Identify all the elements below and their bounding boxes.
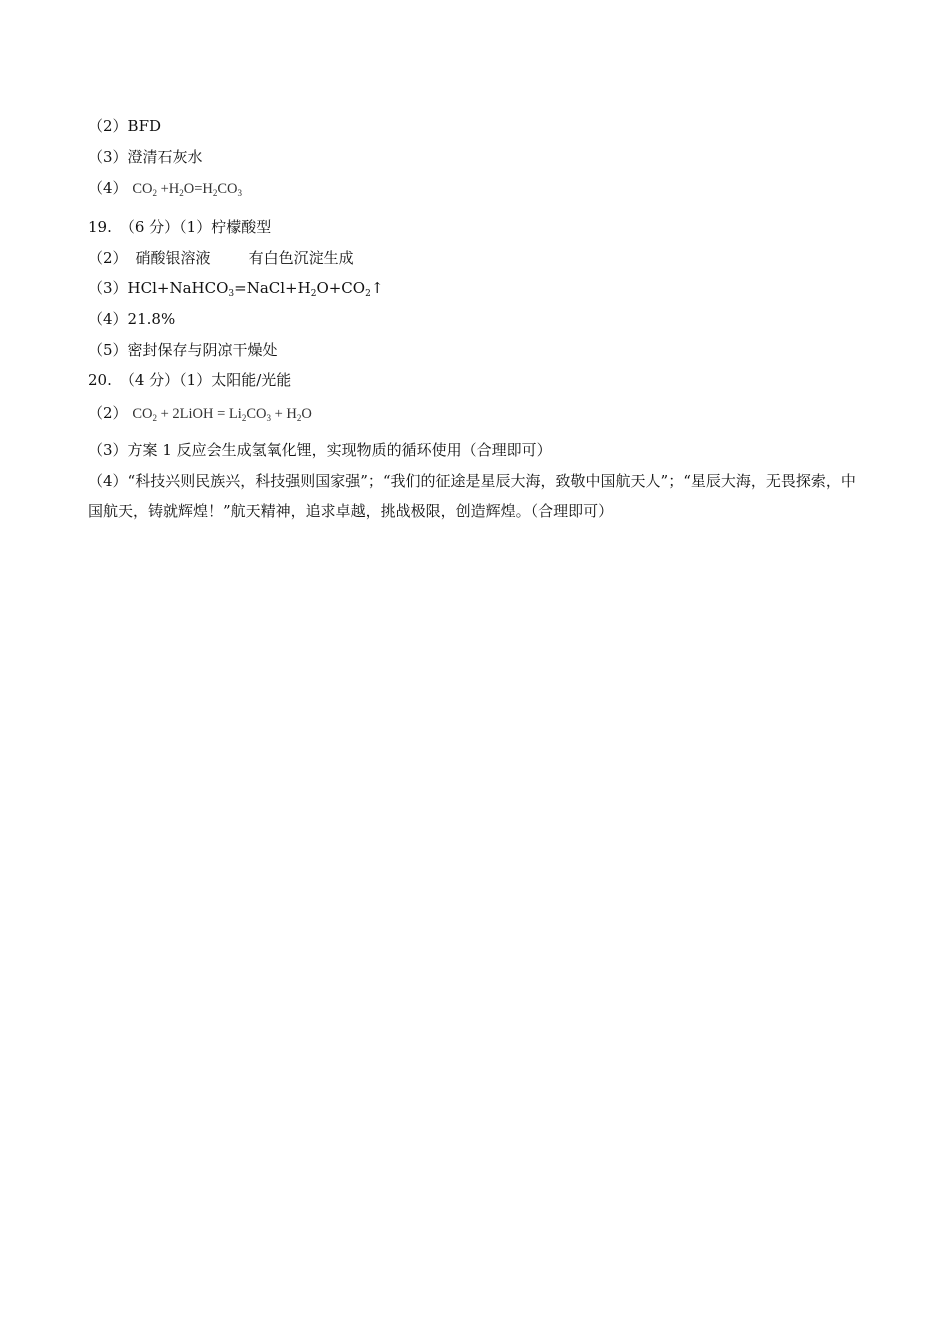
answer-19-3 (88, 278, 383, 298)
answer-text: BFD (127, 117, 162, 135)
answer-18-3 (88, 147, 203, 167)
answer-prefix: （3） (88, 441, 128, 459)
answer-20-2 (88, 403, 312, 424)
answer-prefix: （3） (88, 148, 128, 166)
answer-text: 太阳能/光能 (211, 371, 292, 389)
chemical-equation: $HCl+NaHCO_3=NaCl+H_2O+CO_2↑$ (127, 279, 384, 299)
answer-text: 柠檬酸型 (211, 218, 272, 236)
answer-prefix: （2） (88, 249, 128, 267)
answer-text: 澄清石灰水 (127, 148, 203, 166)
answer-text-b: 有白色沉淀生成 (248, 249, 354, 267)
answer-20-4 (88, 466, 858, 526)
question-number: 19. (88, 218, 112, 236)
answer-prefix: （2） (88, 117, 128, 135)
answer-text: 21.8% (127, 310, 176, 328)
answer-prefix: （1） (179, 218, 212, 236)
answer-20-3 (88, 440, 552, 460)
chemical-equation: $CO_2 +H_2O=H_2CO_3$ (132, 181, 243, 198)
answer-prefix: （4） (88, 472, 128, 490)
question-points: （6 分） (119, 218, 180, 236)
answer-text: “科技兴则民族兴，科技强则国家强”；“我们的征途是星辰大海，致敬中国航天人”；“星辰大海，无畏探索，中国航天，铸就辉煌！”航天精神，追求卓越，挑战极限，创造辉煌。（合理即可） (88, 472, 856, 520)
answer-prefix: （3） (88, 279, 128, 297)
answer-text-a: 硝酸银溶液 (135, 249, 211, 267)
chemical-equation: $CO_2$ + 2LiOH = $Li_2CO_3 + H_2O$ (132, 406, 312, 423)
question-20-header (88, 370, 291, 390)
answer-19-5 (88, 340, 278, 360)
answer-18-2 (88, 116, 161, 136)
answer-prefix: （5） (88, 341, 128, 359)
question-19-header (88, 217, 271, 237)
answer-prefix: （2） (88, 404, 128, 422)
answer-18-4 (88, 178, 242, 199)
answer-prefix: （4） (88, 179, 128, 197)
answer-text: 密封保存与阴凉干燥处 (127, 341, 278, 359)
answer-prefix: （1） (179, 371, 212, 389)
answer-text: 方案 1 反应会生成氢氧化锂，实现物质的循环使用（合理即可） (127, 441, 552, 459)
answer-prefix: （4） (88, 310, 128, 328)
answer-19-4 (88, 309, 175, 329)
answer-19-2 (88, 248, 354, 268)
question-number: 20. (88, 371, 112, 389)
question-points: （4 分） (119, 371, 180, 389)
